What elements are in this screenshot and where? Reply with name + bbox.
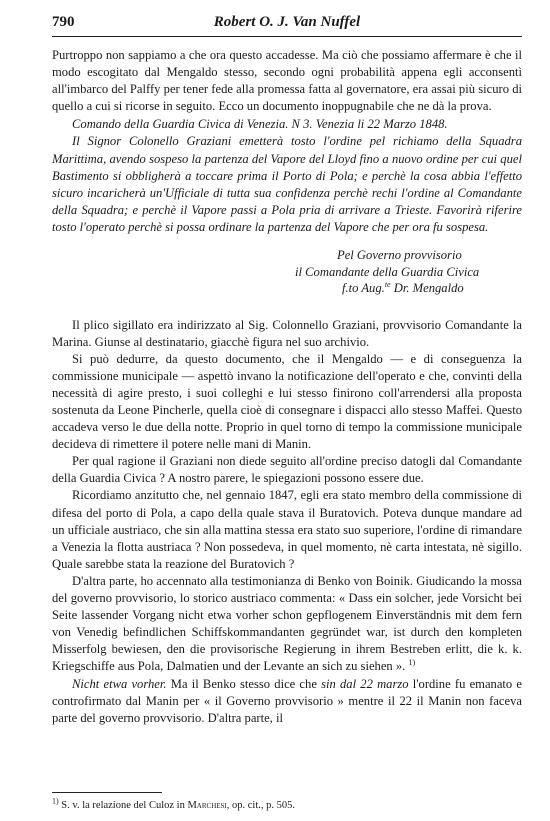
paragraph-7-lead: Nicht etwa vorher. (72, 676, 167, 691)
footnote-divider (52, 792, 162, 793)
document-heading: Comando della Guardia Civica di Venezia. N 3. Venezia li 22 Marzo 1848. (72, 117, 448, 132)
paragraph-2: Il plico sigillato era indirizzato al Sig. Colonnello Graziani, provvisorio Comandante la Marina. Giunse al destinatario, giacchè figura nel suo archivio. (52, 317, 522, 349)
paragraph-1: Purtroppo non sappiamo a che ora questo accadesse. Ma ciò che possiamo affermare è che il modo escogitato dal Mengaldo stesso, secondo ogni probabilità appena egli acconsentì all'imbarco del Palffy per tener fede alla promessa fatta al governatore, era assai più sicuro di quello a cui si ricorse in seguito. Ecco un documento inoppugnabile che ne dà la prova. (52, 48, 522, 114)
page-number: 790 (52, 14, 75, 30)
signature-superscript: te (384, 279, 391, 289)
signature-name: Dr. Mengaldo (390, 281, 464, 296)
paragraph-4: Per qual ragione il Graziani non diede seguito all'ordine preciso datogli dal Comandante della Guardia Civica ? A nostro parere, le spiegazioni possono essere due. (52, 454, 522, 486)
footnote-text-a: S. v. la relazione del Culoz in (58, 800, 188, 811)
paragraph-7-text-b: l'ordine fu emanato e controfirmato dal Manin per « il Governo provvisorio » mentre il 22 il Manin non faceva parte del governo provvisorio. D'altra parte, il (52, 676, 523, 725)
book-page (52, 10, 522, 815)
footnote (52, 796, 296, 812)
paragraph-5: Ricordiamo anzitutto che, nel gennaio 1847, egli era stato membro della commissione di difesa del porto di Pola, a capo della quale stava il Buratovich. Poteva dunque mandare ad un ufficiale austriaco, che sin alla mattina stessa era stato suo superiore, l'ordine di rimandare a Venezia la flotta austriaca ? Non possedeva, in quel momento, nè carta intestata, nè sigillo. Quale sarebbe stata la reazione del Buratovich ? (52, 488, 522, 571)
signature-name-prefix: f.to Aug. (342, 281, 385, 296)
running-title: Robert O. J. Van Nuffel (213, 14, 361, 30)
footnote-reference: 1) (408, 658, 416, 668)
signature-line-2: il Comandante della Guardia Civica (295, 264, 480, 279)
running-head (52, 10, 522, 37)
signature-line-3 (52, 280, 522, 297)
paragraph-6 (52, 573, 522, 676)
paragraph-6-text: D'altra parte, ho accennato alla testimonianza di Benko von Boinik. Giudicando la mossa del governo provvisorio, lo storico austriaco commenta: « Dass ein solcher, jede Vorsicht bei Seite lassender Vorgang nicht etwa vorher schon gepflogenem Einverständnis mit dem fern von Venedig befindlichen Schiffskommandanten gegründet war, ist durch den kompleten Misserfolg bewiesen, den die provisorische Regierung in ihrem Bestreben erlitt, die k. k. Kriegschiffe aus Pola, Dalmatien und der Levante an sich zu siehen ». (52, 573, 522, 674)
footnote-marker: 1) (52, 796, 59, 806)
signature-line-1: Pel Governo provvisorio (337, 248, 462, 263)
footnote-author: Marchesi (187, 800, 227, 811)
paragraph-3: Si può dedurre, da questo documento, che il Mengaldo — e di conseguenza la commissione municipale — aspettò invano la notificazione dell'operato e che, convinti della necessità di agire presto, i suoi colleghi e lui stesso finirono coll'arrendersi alla proposta sostenuta da Leone Pincherle, quella cioè di consegnare i dispacci allo stesso Maffei. Questo accadeva verso le due della notte. Proprio in quel torno di tempo la commissione municipale decideva di rimettere il potere nelle mani di Manin. (52, 351, 522, 452)
footnote-text-b: , op. cit., p. 505. (226, 800, 296, 811)
paragraph-7-date: sin dal 22 marzo (321, 676, 409, 691)
document-quote: Il Signor Colonello Graziani emetterà tosto l'ordine pel richiamo della Squadra Marittima, avendo sospeso la partenza del Vapore del Lloyd fino a nuovo ordine per cui quel Bastimento si obbligherà a toccare prima il Porto di Pola; e perchè la cosa abbia l'effetto sicuro incaricherà un'Ufficiale di tutta sua confidenza perchè rechi l'ordine al Comandante della Squadra; e perchè il Vapore passi a Pola pria di arrivare a Trieste. Favorirà riferire tosto l'operato perchè si possa ordinare la partenza del Vapore che per ora fu sospesa. (52, 134, 522, 234)
paragraph-7-text-a: Ma il Benko stesso dice che (166, 676, 322, 691)
document-signature (52, 247, 522, 297)
paragraph-7 (52, 676, 522, 727)
page-body (52, 47, 522, 727)
